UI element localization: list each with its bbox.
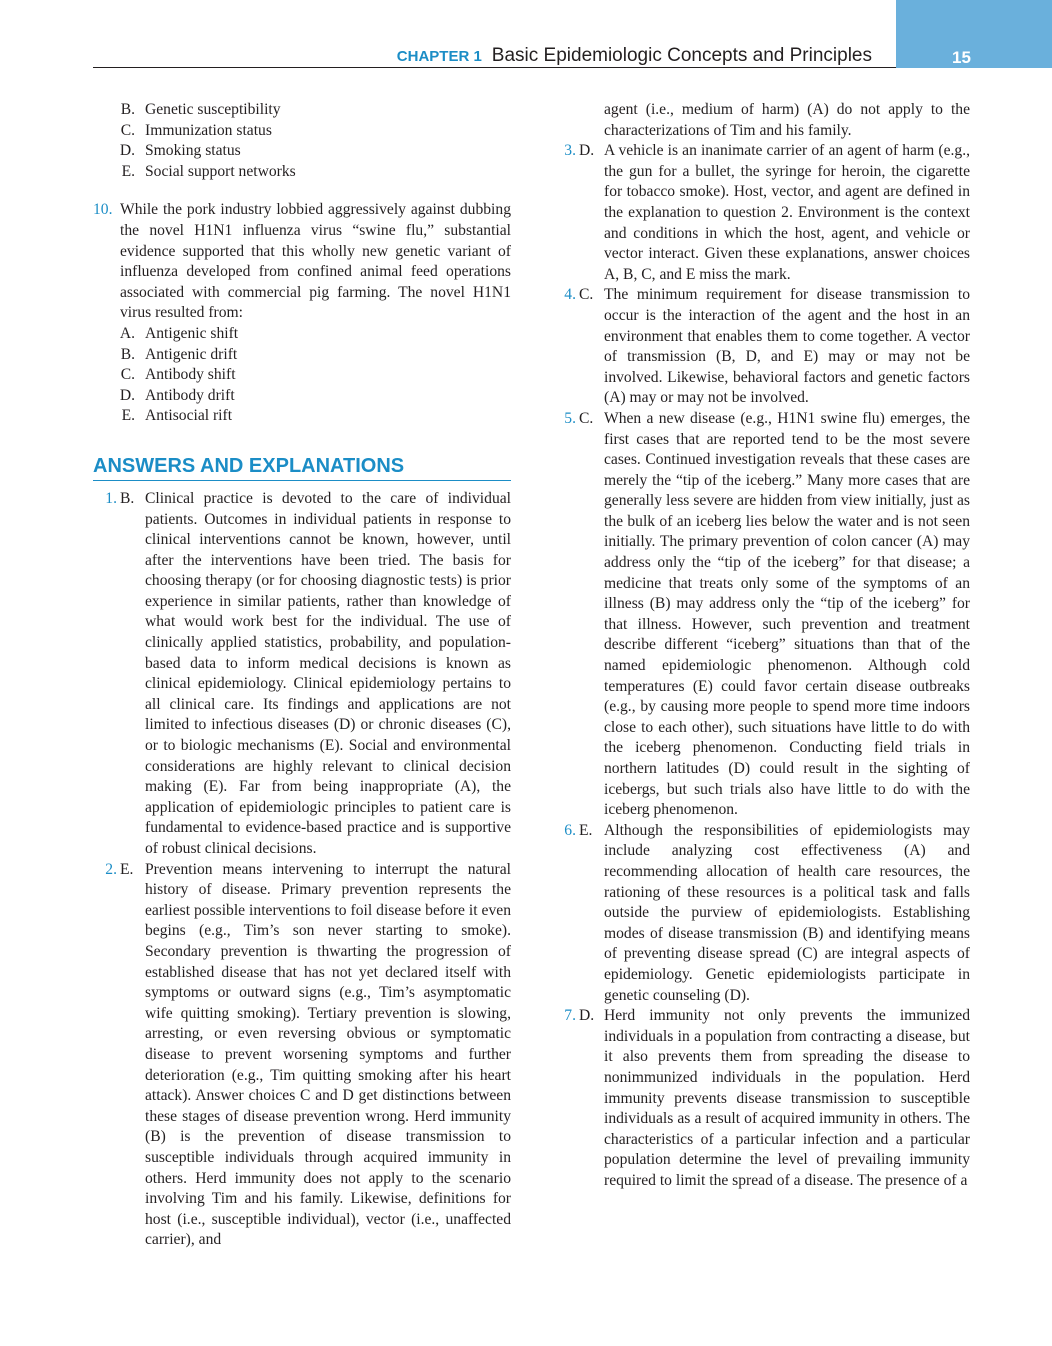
q10-choices <box>93 324 511 427</box>
answer-item <box>552 141 970 285</box>
choice-text: Immunization status <box>145 121 272 139</box>
choice-letter: C. <box>120 121 135 139</box>
choice-item <box>93 365 511 386</box>
answer-letter: C. <box>579 409 594 427</box>
left-column <box>93 100 511 1251</box>
answer-letter: E. <box>120 860 134 878</box>
answer-continuation <box>552 100 970 141</box>
answer-text: Although the responsibilities of epidemiologists may include analyzing cost effectiveness (A) and recommending allocation of health care resources, the rationing of these resources is a political task and falls outside the purview of epidemiologists. Establishing modes of disease transmission (B) and identifying means of preventing disease spread (C) are integral aspects of epidemiology. Genetic epidemiologists participate in genetic counseling (D). <box>604 821 970 1004</box>
choice-item <box>93 406 511 427</box>
answer-letter: C. <box>579 286 594 304</box>
continuation-text: agent (i.e., medium of harm) (A) do not apply to the characterizations of Tim and his family. <box>604 101 970 139</box>
answer-letter: D. <box>579 1007 595 1025</box>
answer-item <box>552 285 970 409</box>
answer-text: A vehicle is an inanimate carrier of an agent of harm (e.g., the gun for a bullet, the syringe for heroin, the cigarette for tobacco smoke). Host, vector, and agent are defined in the explanation to question 2. Environment is the context and conditions in which the host, agent, and vehicle or vector interact. Given these explanations, answer choices A, B, C, and E miss the mark. <box>604 142 970 283</box>
answer-item <box>552 821 970 1006</box>
q9-choices <box>93 100 511 182</box>
choice-text: Genetic susceptibility <box>145 101 281 118</box>
answer-item <box>552 409 970 821</box>
answer-number: 6. <box>564 821 576 839</box>
answer-number: 7. <box>564 1007 576 1025</box>
choice-item <box>93 121 511 142</box>
choice-letter: B. <box>120 101 135 118</box>
choice-text: Smoking status <box>145 142 241 160</box>
choice-item <box>93 100 511 121</box>
choice-text: Social support networks <box>145 162 296 180</box>
answer-number: 2. <box>105 860 117 878</box>
answer-text: The minimum requirement for disease transmission to occur is the interaction of the agent and the host in an environment that enables them to come together. A vector of transmission (B, D, and E) may or may not be involved. Likewise, behavioral factors and genetic factors (A) may or may not be involved. <box>604 286 970 407</box>
choice-letter: B. <box>120 345 135 363</box>
choice-text: Antisocial rift <box>145 407 233 425</box>
choice-item <box>93 345 511 366</box>
answer-item <box>552 1006 970 1191</box>
answer-item <box>93 489 511 860</box>
page-number: 15 <box>952 48 971 67</box>
choice-letter: E. <box>121 407 135 425</box>
answer-item <box>93 860 511 1251</box>
answer-text: Herd immunity not only prevents the immunized individuals in a population from contracting a disease, but it also prevents them from spreading the disease to nonimmunized individuals in the population. Herd immunity prevents disease transmission to susceptible individuals as a result of acquired immunity in others. The characteristics of a particular infection and a particular population determine the level of prevailing immunity required to limit the spread of a disease. The presence of a <box>604 1007 970 1189</box>
answer-text: When a new disease (e.g., H1N1 swine flu) emerges, the first cases that are reported tend to be the most severe cases. Continued investigation reveals that these cases are merely the “tip of the iceberg.” Many more cases that are generally less severe are hidden from view initially, just as the bulk of an iceberg lies below the water and is not seen initially. The primary prevention of colon cancer (A) may address only the “tip of the iceberg” for that disease; a medicine that treats only some of the symptoms of an illness (B) may address only the “tip of the iceberg” for that illness. However, such prevention and treatment describe different “iceberg” situations than that of the named epidemiologic phenomenon. Although cold temperatures (E) could favor certain disease outbreaks (e.g., by causing more people to spend more time indoors close to each other), such situations have little to do with the iceberg phenomenon. Conducting field trials in northern latitudes (D) could result in the sighting of icebergs, but such trials also have little to do with the iceberg phenomenon. <box>604 409 970 819</box>
answer-number: 3. <box>564 142 576 160</box>
header-rule <box>93 67 896 68</box>
choice-letter: E. <box>121 162 135 180</box>
choice-letter: D. <box>119 386 135 404</box>
answer-letter: D. <box>579 142 595 160</box>
answer-letter: B. <box>120 489 135 507</box>
choice-item <box>93 162 511 183</box>
answer-number: 5. <box>564 409 576 427</box>
choice-text: Antibody drift <box>145 386 235 404</box>
answer-number: 1. <box>105 489 117 507</box>
running-head <box>397 44 872 69</box>
choice-letter: D. <box>119 142 135 160</box>
choice-letter: C. <box>120 366 135 384</box>
choice-item <box>93 386 511 407</box>
chapter-title: Basic Epidemiologic Concepts and Principles <box>491 45 872 66</box>
choice-text: Antibody shift <box>145 366 236 384</box>
choice-text: Antigenic drift <box>145 345 238 363</box>
answer-number: 4. <box>564 286 576 304</box>
answer-text: Clinical practice is devoted to the care of individual patients. Outcomes in individual patients in response to clinical interventions cannot be known, however, until after the interventions have been tried. The basis for choosing therapy (or for choosing diagnostic tests) is prior experience in similar patients, rather than knowledge of what would work best for the individual. The use of clinically applied statistics, probability, and population-based data to inform medical decisions is known as clinical epidemiology. Clinical epidemiology pertains to all clinical care. Its findings and applications are not limited to infectious diseases (D) or chronic diseases (C), or to biologic mechanisms (E). Social and environmental considerations are highly relevant to clinical decision making (E). Far from being inappropriate (A), the application of epidemiologic principles to patient care is fundamental to evidence-based practice and is supportive of robust clinical decisions. <box>145 489 511 857</box>
choice-item <box>93 141 511 162</box>
chapter-label: CHAPTER 1 <box>396 48 482 65</box>
answer-letter: E. <box>579 821 593 839</box>
question-10 <box>93 200 511 324</box>
answer-text: Prevention means intervening to interrupt the natural history of disease. Primary prevention represents the earliest possible interventions to foil disease before it even begins (e.g., Tim’s son never starting to smoke). Secondary prevention is thwarting the progression of established disease that has not yet declared itself with symptoms or outward signs (e.g., Tim’s asymptomatic wife quitting smoking). Tertiary prevention is slowing, arresting, or even reversing obvious or symptomatic disease to prevent worsening symptoms and further deterioration (e.g., Tim quitting smoking after his heart attack). Answer choices C and D get distinctions between these stages of disease prevention wrong. Herd immunity (B) is the prevention of disease transmission to susceptible individuals through acquired immunity in others. Herd immunity does not apply to the scenario involving Tim and his family. Likewise, definitions for host (i.e., susceptible individual), vector (i.e., unaffected carrier), and <box>145 860 511 1249</box>
answers-list <box>93 489 511 1251</box>
section-heading: ANSWERS AND EXPLANATIONS <box>93 453 511 481</box>
choice-letter: A. <box>119 324 135 342</box>
choice-text: Antigenic shift <box>145 324 239 342</box>
choice-item <box>93 324 511 345</box>
question-number: 10. <box>93 201 113 219</box>
question-stem: While the pork industry lobbied aggressively against dubbing the novel H1N1 influenza virus “swine flu,” substantial evidence supported that this wholly new genetic variant of influenza developed from confined animal feed operations associated with commercial pig farming. The novel H1N1 virus resulted from: <box>120 201 511 322</box>
page-number-tab <box>896 0 1052 68</box>
right-column <box>552 100 970 1191</box>
